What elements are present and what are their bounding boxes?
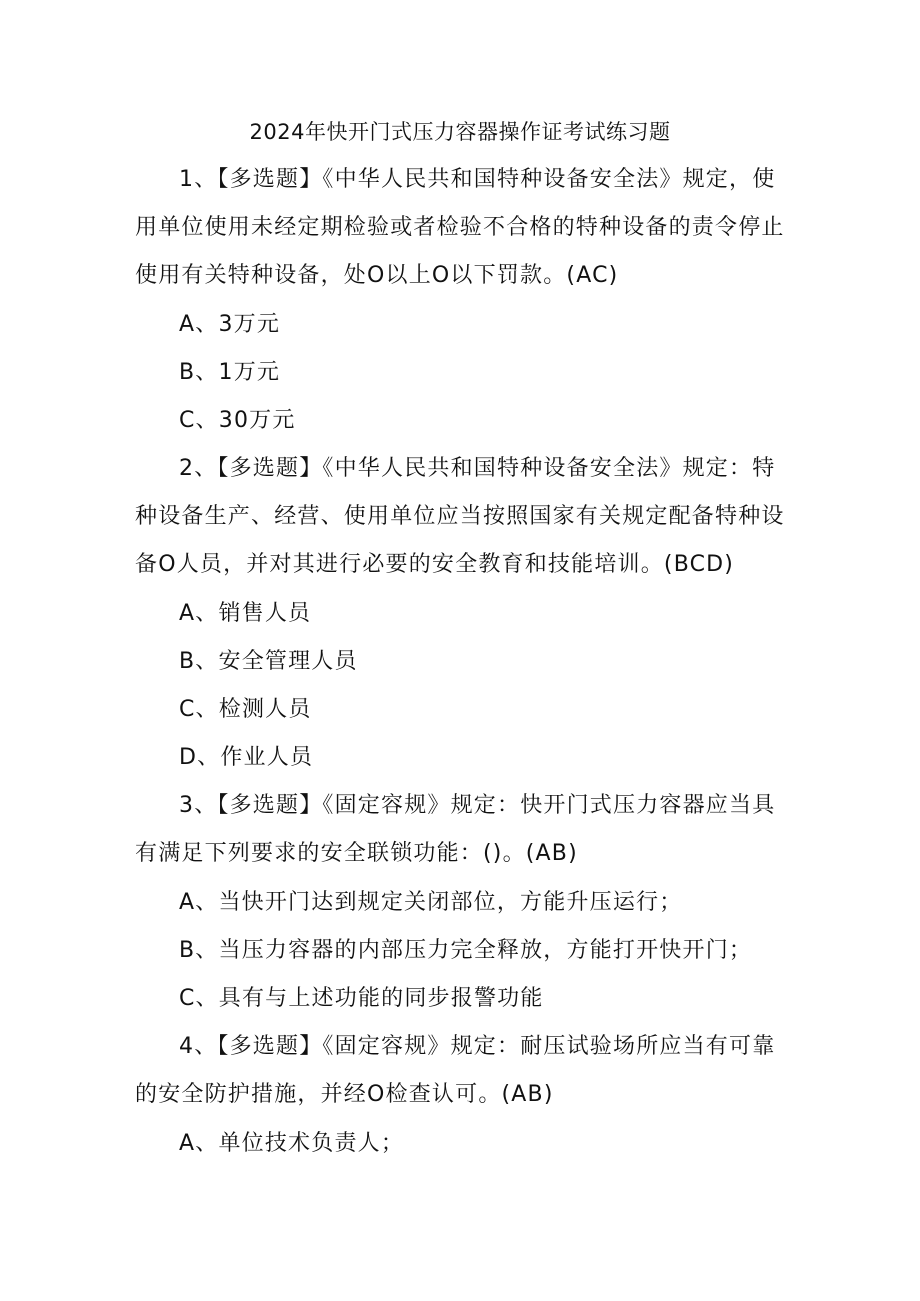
question-1-option-b: B、1万元: [179, 360, 281, 385]
question-3-option-b: B、当压力容器的内部压力完全释放，方能打开快开门；: [179, 938, 753, 963]
question-3-option-c: C、具有与上述功能的同步报警功能: [179, 986, 544, 1011]
document-title: 2024年快开门式压力容器操作证考试练习题: [249, 120, 671, 144]
question-2-option-a: A、销售人员: [179, 601, 312, 626]
question-2-option-c: C、检测人员: [179, 697, 312, 722]
question-2-text: 2、【多选题】《中华人民共和国特种设备安全法》规定：特种设备生产、经营、使用单位应当按照国家有关规定配备特种设备O人员，并对其进行必要的安全教育和技能培训。(BCD): [135, 456, 785, 577]
question-3-option-a: A、当快开门达到规定关闭部位，方能升压运行；: [179, 890, 683, 915]
question-4-text: 4、【多选题】《固定容规》规定：耐压试验场所应当有可靠的安全防护措施，并经O检查认可。(AB): [135, 1034, 776, 1107]
question-2-option-b: B、安全管理人员: [179, 649, 358, 674]
question-3-text: 3、【多选题】《固定容规》规定：快开门式压力容器应当具有满足下列要求的安全联锁功能：()。(AB): [135, 793, 776, 866]
question-1-option-a: A、3万元: [179, 312, 281, 337]
question-4-option-a: A、单位技术负责人；: [179, 1131, 405, 1156]
question-2-option-d: D、作业人员: [179, 745, 314, 770]
question-1-option-c: C、30万元: [179, 408, 296, 433]
question-1-text: 1、【多选题】《中华人民共和国特种设备安全法》规定，使用单位使用未经定期检验或者检验不合格的特种设备的责令停止使用有关特种设备，处O以上O以下罚款。(AC): [135, 167, 785, 288]
